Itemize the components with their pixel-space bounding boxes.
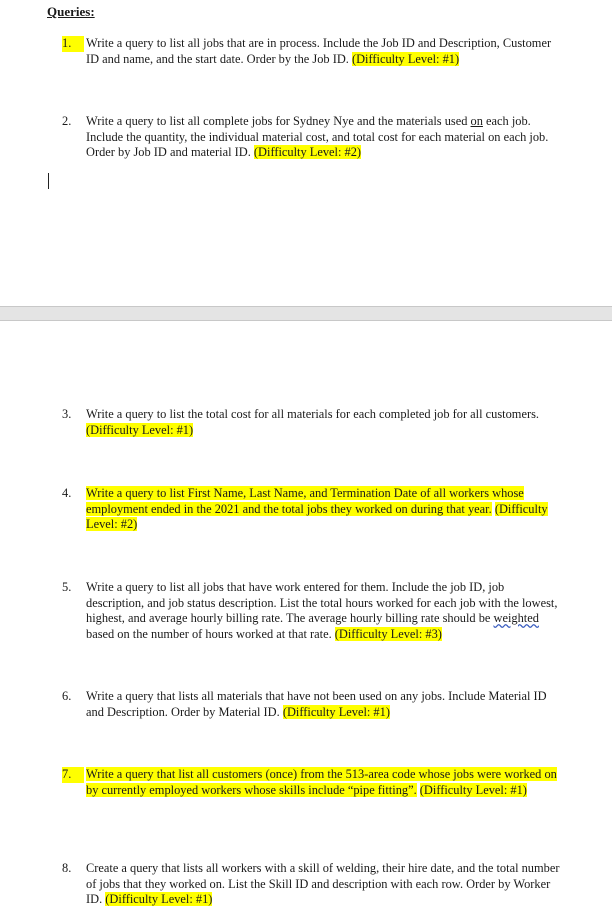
difficulty-label: (Difficulty Level: #1) [282, 704, 390, 719]
item-text: Write a query to list First Name, Last Name, and Termination Date of all workers whose employment ended in the 2021 and the total jobs they worked on during that year. [86, 486, 524, 516]
difficulty-label: (Difficulty Level: #3) [334, 626, 442, 641]
query-item-4 [62, 486, 562, 533]
page-break [0, 306, 612, 321]
item-text: Create a query that lists all workers with a skill of welding, their hire date, and the total number of jobs that they worked on. List the Skill ID and description with each row. Order by Worker ID. [86, 861, 560, 907]
item-number: 8. [62, 861, 72, 875]
item-text: Write a query that list all customers (once) from the 513-area code whose jobs were worked on by currently employed workers whose skills include “pipe fitting”. [86, 767, 557, 797]
item-text-cont: each job. Include the quantity, the individual material cost, and total cost for each material on each job. Order by Job ID and material ID. [86, 114, 549, 160]
difficulty-label: (Difficulty Level: #2) [253, 145, 362, 160]
item-text: Write a query to list all jobs that have work entered for them. Include the job ID, job description, and job status description. List the total hours worked for each job with the lowest, highest, and average hourly billing rate. The average hourly billing rate should be [86, 580, 558, 626]
item-number: 6. [62, 689, 72, 703]
underlined-word: on [470, 114, 483, 128]
difficulty-label: (Difficulty Level: #2) [86, 501, 548, 532]
item-number: 7. [62, 767, 84, 783]
item-text: Write a query to list all jobs that are in process. Include the Job ID and Description, Customer ID and name, and the start date. Order by the Job ID. [86, 36, 552, 66]
item-text: Write a query that lists all materials that have not been used on any jobs. Include Material ID and Description. Order by Material ID. [86, 689, 547, 719]
item-text: Write a query to list the total cost for all materials for each completed job for all customers. [86, 407, 539, 421]
query-item-7 [62, 767, 562, 798]
section-heading: Queries: [47, 4, 95, 19]
item-number: 3. [62, 407, 72, 421]
item-number: 2. [62, 114, 72, 128]
difficulty-label: (Difficulty Level: #1) [351, 51, 460, 66]
query-item-2 [62, 114, 562, 161]
text-cursor [48, 173, 49, 189]
difficulty-label: (Difficulty Level: #1) [419, 782, 527, 797]
difficulty-label: (Difficulty Level: #1) [86, 422, 194, 437]
query-item-1 [62, 36, 562, 67]
query-item-3 [62, 407, 562, 438]
item-number: 5. [62, 580, 72, 594]
query-item-6 [62, 689, 562, 720]
query-item-8 [62, 861, 562, 908]
item-number: 1. [62, 36, 84, 52]
item-text-cont: based on the number of hours worked at that rate. [86, 626, 332, 641]
difficulty-label: (Difficulty Level: #1) [105, 892, 213, 907]
query-item-5 [62, 580, 562, 642]
spellcheck-flagged-word: weighted [493, 611, 539, 626]
item-number: 4. [62, 486, 72, 500]
item-text: Write a query to list all complete jobs for Sydney Nye and the materials used [86, 114, 471, 128]
